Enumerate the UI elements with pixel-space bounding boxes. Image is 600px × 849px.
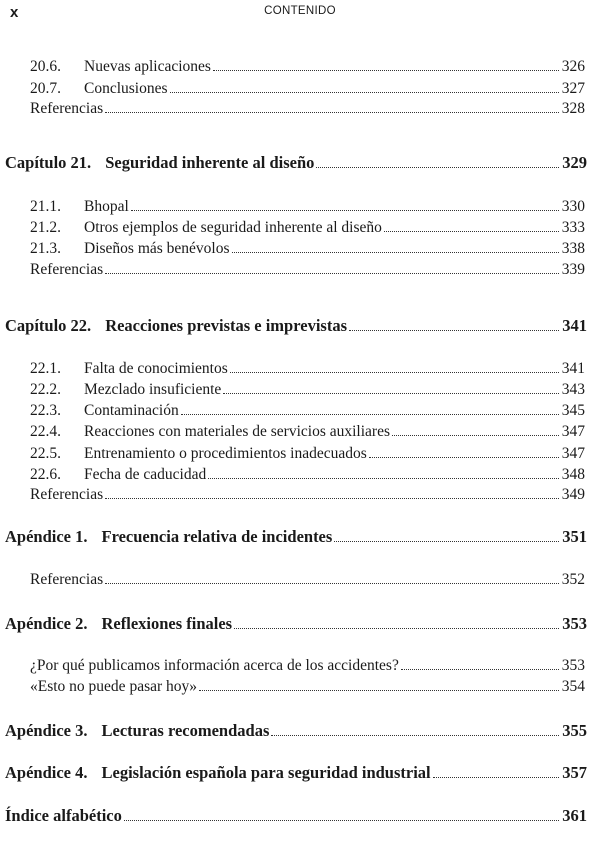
page-ref: 338 [561, 240, 585, 257]
page-ref: 349 [561, 486, 585, 503]
section-number: 20.6. [30, 58, 61, 75]
toc-chapter [5, 155, 587, 172]
toc-entry [30, 262, 585, 278]
entry-title: Reacciones con materiales de servicios auxiliares [84, 423, 390, 440]
entry-title: Contaminación [84, 402, 179, 419]
toc-entry [30, 220, 585, 236]
page-ref: 341 [561, 360, 585, 377]
toc-entry [30, 446, 585, 462]
dot-leader [199, 690, 559, 691]
entry-title: Referencias [30, 100, 104, 117]
dot-leader [234, 628, 559, 629]
page-ref: 330 [561, 198, 585, 215]
dot-leader [271, 735, 559, 736]
dot-leader [232, 252, 559, 253]
section-number: 21.1. [30, 198, 61, 215]
chapter-title: Frecuencia relativa de incidentes [101, 527, 333, 546]
section-number: 20.7. [30, 80, 61, 97]
entry-title: Nuevas aplicaciones [84, 58, 211, 75]
entry-title: Entrenamiento o procedimientos inadecuados [84, 445, 367, 462]
entry-title: «Esto no puede pasar hoy» [30, 678, 198, 695]
dot-leader [401, 669, 559, 670]
section-number: 21.2. [30, 219, 61, 236]
page-ref: 353 [562, 614, 587, 633]
page-ref: 341 [562, 316, 587, 335]
entry-title: Referencias [30, 571, 104, 588]
toc-entry [30, 658, 585, 674]
toc-entry [30, 487, 585, 503]
toc-entry [30, 382, 585, 398]
chapter-number: Capítulo 21. [5, 153, 92, 172]
entry-title: Referencias [30, 261, 104, 278]
dot-leader [213, 70, 559, 71]
chapter-title: Lecturas recomendadas [101, 721, 270, 740]
toc-chapter [5, 765, 587, 782]
dot-leader [208, 478, 559, 479]
dot-leader [181, 414, 559, 415]
entry-title: Fecha de caducidad [84, 466, 207, 483]
toc-entry [30, 241, 585, 257]
toc-chapter [5, 808, 587, 825]
entry-title: ¿Por qué publicamos información acerca de los accidentes? [30, 657, 399, 674]
page-ref: 353 [561, 657, 585, 674]
section-number: 21.3. [30, 240, 61, 257]
dot-leader [349, 330, 559, 331]
entry-title: Bhopal [84, 198, 129, 215]
toc-entry [30, 403, 585, 419]
toc-entry [30, 467, 585, 483]
chapter-title: Índice alfabético [5, 806, 122, 825]
section-number: 22.1. [30, 360, 61, 377]
page-ref: 347 [561, 445, 585, 462]
entry-title: Mezclado insuficiente [84, 381, 222, 398]
toc-entry [30, 81, 585, 97]
section-number: 22.3. [30, 402, 61, 419]
entry-title: Conclusiones [84, 80, 168, 97]
entry-title: Diseños más benévolos [84, 240, 230, 257]
toc-entry [30, 572, 585, 588]
dot-leader [105, 498, 559, 499]
appendix-number: Apéndice 3. [5, 721, 88, 740]
toc-chapter [5, 616, 587, 633]
page-ref: 326 [561, 58, 585, 75]
toc-entry [30, 59, 585, 75]
toc-chapter [5, 529, 587, 546]
page-ref: 348 [561, 466, 585, 483]
dot-leader [105, 583, 559, 584]
dot-leader [131, 210, 559, 211]
toc-chapter [5, 318, 587, 335]
page-ref: 357 [562, 763, 587, 782]
page-ref: 333 [561, 219, 585, 236]
dot-leader [433, 777, 560, 778]
chapter-title: Reacciones previstas e imprevistas [105, 316, 347, 335]
section-number: 22.6. [30, 466, 61, 483]
chapter-title: Reflexiones finales [101, 614, 233, 633]
page-ref: 339 [561, 261, 585, 278]
appendix-number: Apéndice 1. [5, 527, 88, 546]
dot-leader [105, 112, 559, 113]
dot-leader [105, 273, 559, 274]
toc-entry [30, 361, 585, 377]
section-number: 22.4. [30, 423, 61, 440]
dot-leader [369, 457, 559, 458]
page-ref: 352 [561, 571, 585, 588]
dot-leader [384, 231, 559, 232]
dot-leader [392, 435, 559, 436]
appendix-number: Apéndice 2. [5, 614, 88, 633]
running-head: CONTENIDO [264, 5, 336, 17]
toc-entry [30, 424, 585, 440]
page-number: x [10, 4, 19, 21]
dot-leader [316, 167, 559, 168]
page-ref: 355 [562, 721, 587, 740]
dot-leader [230, 372, 559, 373]
appendix-number: Apéndice 4. [5, 763, 88, 782]
toc-entry [30, 101, 585, 117]
entry-title: Falta de conocimientos [84, 360, 228, 377]
page-ref: 343 [561, 381, 585, 398]
page-ref: 327 [561, 80, 585, 97]
page-ref: 361 [562, 806, 587, 825]
dot-leader [124, 820, 559, 821]
dot-leader [223, 393, 558, 394]
page-ref: 329 [562, 153, 587, 172]
page-ref: 345 [561, 402, 585, 419]
toc-entry [30, 679, 585, 695]
page-ref: 354 [561, 678, 585, 695]
toc-entry [30, 199, 585, 215]
section-number: 22.5. [30, 445, 61, 462]
section-number: 22.2. [30, 381, 61, 398]
page-ref: 328 [561, 100, 585, 117]
page-ref: 347 [561, 423, 585, 440]
page-ref: 351 [562, 527, 587, 546]
chapter-number: Capítulo 22. [5, 316, 92, 335]
entry-title: Referencias [30, 486, 104, 503]
dot-leader [170, 92, 559, 93]
chapter-title: Legislación española para seguridad industrial [101, 763, 431, 782]
chapter-title: Seguridad inherente al diseño [105, 153, 315, 172]
dot-leader [334, 541, 559, 542]
toc-chapter [5, 723, 587, 740]
entry-title: Otros ejemplos de seguridad inherente al diseño [84, 219, 382, 236]
